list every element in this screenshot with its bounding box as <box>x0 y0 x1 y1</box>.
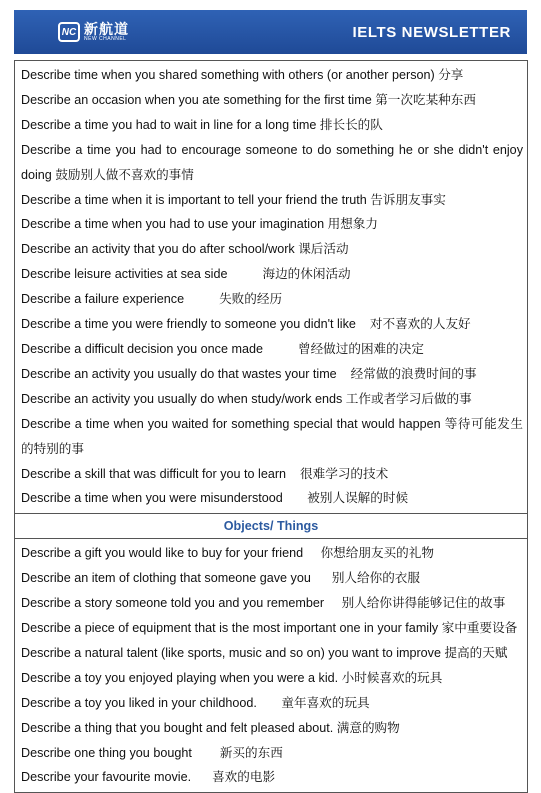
list-item: Describe a thing that you bought and felt pleased about. 满意的购物 <box>21 720 400 735</box>
list-item: Describe a difficult decision you once made 曾经做过的困难的决定 <box>21 341 424 356</box>
list-item: Describe a time when you were misunderstood 被别人误解的时候 <box>21 491 409 506</box>
topic-table <box>14 60 528 793</box>
objects-section-header: Objects/ Things <box>15 513 527 539</box>
list-item: Describe a natural talent (like sports, music and so on) you want to improve 提高的天赋 <box>21 645 508 660</box>
list-item: Describe leisure activities at sea side 海边的休闲活动 <box>21 267 351 282</box>
list-item: Describe a time when you had to use your imagination 用想象力 <box>21 217 378 232</box>
newsletter-header <box>14 10 527 54</box>
list-item: Describe a time when it is important to tell your friend the truth 告诉朋友事实 <box>21 192 446 207</box>
list-item: Describe a toy you enjoyed playing when you were a kid. 小时候喜欢的玩具 <box>21 670 443 685</box>
nc-logo-icon: NC <box>58 22 80 42</box>
list-item: Describe a time you were friendly to someone you didn't like 对不喜欢的人友好 <box>21 317 471 332</box>
list-item: Describe a failure experience 失败的经历 <box>21 292 283 307</box>
list-item: Describe a piece of equipment that is the most important one in your family 家中重要设备 <box>21 621 518 636</box>
list-item: Describe a toy you liked in your childhood. 童年喜欢的玩具 <box>21 695 370 710</box>
newsletter-title: IELTS NEWSLETTER <box>352 23 511 41</box>
list-item: Describe an occasion when you ate something for the first time 第一次吃某种东西 <box>21 92 476 107</box>
list-item: Describe time when you shared something with others (or another person) 分享 <box>21 68 464 82</box>
list-item: Describe a time you had to encourage someone to do something he or she didn't enjoy doing 鼓励别人做不喜欢的事情 <box>21 142 523 182</box>
logo <box>58 22 129 42</box>
list-item: Describe a story someone told you and you remember 别人给你讲得能够记住的故事 <box>21 596 506 611</box>
list-item: Describe a time when you waited for something special that would happen 等待可能发生的特别的事 <box>21 416 523 456</box>
list-item: Describe an item of clothing that someone gave you 别人给你的衣服 <box>21 571 420 586</box>
list-item: Describe one thing you bought 新买的东西 <box>21 745 283 760</box>
logo-chinese: 新航道 <box>84 21 129 37</box>
logo-english: NEW CHANNEL <box>84 36 127 42</box>
list-item: Describe an activity that you do after school/work 课后活动 <box>21 242 349 257</box>
list-item: Describe your favourite movie. 喜欢的电影 <box>21 770 276 785</box>
list-item: Describe an activity you usually do when study/work ends 工作或者学习后做的事 <box>21 391 472 406</box>
events-section <box>15 61 527 513</box>
list-item: Describe a gift you would like to buy for your friend 你想给朋友买的礼物 <box>21 546 434 561</box>
objects-section <box>15 539 527 792</box>
list-item: Describe a time you had to wait in line for a long time 排长长的队 <box>21 117 383 132</box>
list-item: Describe a skill that was difficult for you to learn 很难学习的技术 <box>21 466 389 481</box>
list-item: Describe an activity you usually do that wastes your time 经常做的浪费时间的事 <box>21 366 477 381</box>
